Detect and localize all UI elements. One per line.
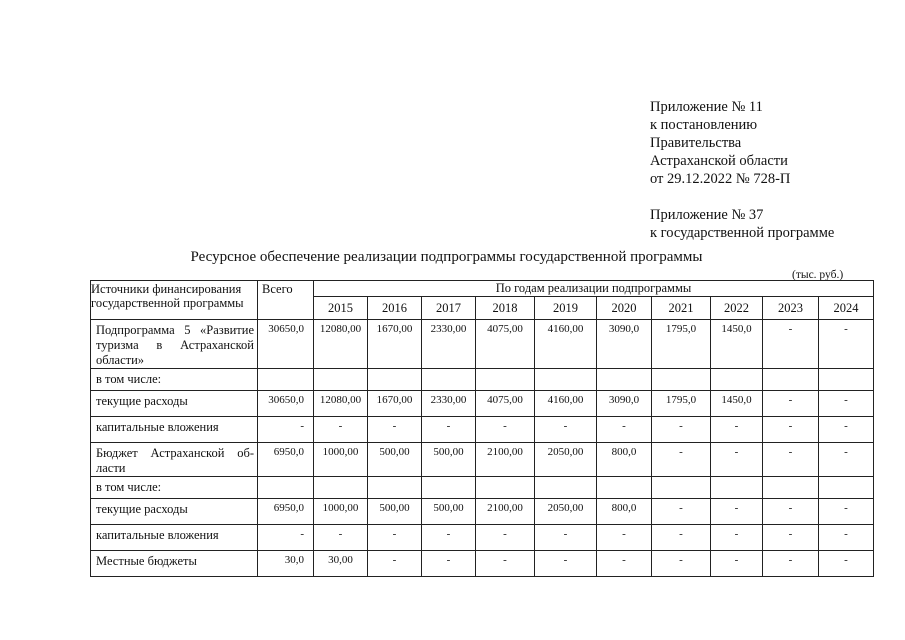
annex-gap [650,188,834,206]
header-year: 2017 [422,297,476,320]
row-label: капитальные вложения [91,525,258,551]
year-value-cell: 1000,00 [314,499,368,525]
year-value-cell: - [763,499,819,525]
year-value-cell: - [763,320,819,369]
year-value-cell: - [368,417,422,443]
annex-line: к государственной программе [650,225,835,241]
year-value-cell: - [314,525,368,551]
table-body [91,320,874,577]
year-value-cell: 4160,00 [535,391,597,417]
year-value-cell: 2330,00 [422,391,476,417]
year-value-cell: - [711,443,763,477]
year-value-cell: 12080,00 [314,320,368,369]
year-value-cell [711,369,763,391]
year-value-cell [535,369,597,391]
year-value-cell: - [476,525,535,551]
year-value-cell [819,369,874,391]
annex-line: Приложение № 11 [650,99,763,115]
funding-table [90,280,874,577]
year-value-cell [597,477,652,499]
year-value-cell: - [368,551,422,577]
row-label: текущие расходы [91,391,258,417]
year-value-cell: 1795,0 [652,320,711,369]
row-label: в том числе: [91,369,258,391]
year-value-cell: - [597,525,652,551]
year-value-cell: - [652,551,711,577]
year-value-cell: 2050,00 [535,443,597,477]
annex-line: Приложение № 37 [650,207,764,223]
year-value-cell: 12080,00 [314,391,368,417]
year-value-cell: - [711,551,763,577]
header-year: 2022 [711,297,763,320]
year-value-cell [763,477,819,499]
year-value-cell: 800,0 [597,499,652,525]
annex-line: Правительства [650,135,742,151]
year-value-cell [368,369,422,391]
year-value-cell [314,477,368,499]
year-value-cell: - [711,499,763,525]
year-value-cell [652,369,711,391]
table-header-row [91,281,874,297]
year-value-cell: 2050,00 [535,499,597,525]
row-total: - [258,417,314,443]
year-value-cell [652,477,711,499]
row-label: Бюджет Астраханской об-ласти [91,443,258,477]
year-value-cell: - [763,391,819,417]
table-row [91,417,874,443]
year-value-cell: 1450,0 [711,320,763,369]
year-value-cell: - [422,525,476,551]
header-year: 2015 [314,297,368,320]
table-row [91,320,874,369]
year-value-cell [368,477,422,499]
year-value-cell: - [652,499,711,525]
row-label: капитальные вложения [91,417,258,443]
year-value-cell: - [819,551,874,577]
year-value-cell: 3090,0 [597,320,652,369]
year-value-cell: - [763,443,819,477]
year-value-cell: - [819,320,874,369]
year-value-cell: 1000,00 [314,443,368,477]
year-value-cell: 2330,00 [422,320,476,369]
annex-line: от 29.12.2022 № 728-П [650,171,791,187]
row-total: 30650,0 [258,320,314,369]
year-value-cell [422,477,476,499]
header-year: 2018 [476,297,535,320]
year-value-cell: - [535,417,597,443]
year-value-cell: 500,00 [422,443,476,477]
table-row [91,477,874,499]
year-value-cell: - [763,525,819,551]
table-row [91,391,874,417]
year-value-cell: 3090,0 [597,391,652,417]
annex-line: Астраханской области [650,153,788,169]
year-value-cell: - [763,551,819,577]
year-value-cell: - [652,525,711,551]
year-value-cell: 1795,0 [652,391,711,417]
year-value-cell: - [819,525,874,551]
row-total: 6950,0 [258,499,314,525]
table-row [91,443,874,477]
year-value-cell: - [819,499,874,525]
year-value-cell: 1450,0 [711,391,763,417]
year-value-cell [763,369,819,391]
header-total: Всего [258,281,314,320]
unit-note: (тыс. руб.) [792,269,844,281]
year-value-cell: - [476,417,535,443]
year-value-cell [476,477,535,499]
year-value-cell: - [422,417,476,443]
row-label: Подпрограмма 5 «Развитие туризма в Астраханской области» [91,320,258,369]
header-year: 2016 [368,297,422,320]
document-title-text: Ресурсное обеспечение реализации подпрограммы государственной программы [190,249,703,265]
row-label: в том числе: [91,477,258,499]
table-row [91,499,874,525]
row-total [258,369,314,391]
year-value-cell [597,369,652,391]
year-value-cell: 4075,00 [476,391,535,417]
year-value-cell: 500,00 [368,443,422,477]
year-value-cell [422,369,476,391]
year-value-cell: - [652,443,711,477]
year-value-cell: 30,00 [314,551,368,577]
year-value-cell: 2100,00 [476,499,535,525]
row-total: - [258,525,314,551]
year-value-cell [314,369,368,391]
header-year: 2020 [597,297,652,320]
year-value-cell: - [314,417,368,443]
year-value-cell: - [368,525,422,551]
year-value-cell: - [597,417,652,443]
year-value-cell: 1670,00 [368,391,422,417]
row-label: Местные бюджеты [91,551,258,577]
table-row [91,369,874,391]
header-source: Источники финансирования государственной программы [91,281,258,320]
header-year: 2023 [763,297,819,320]
header-year: 2021 [652,297,711,320]
row-total: 30650,0 [258,391,314,417]
year-value-cell: - [535,551,597,577]
header-year: 2019 [535,297,597,320]
year-value-cell: - [819,417,874,443]
year-value-cell: 4160,00 [535,320,597,369]
annex-block [650,98,834,242]
year-value-cell: - [535,525,597,551]
row-label: текущие расходы [91,499,258,525]
year-value-cell: - [819,443,874,477]
year-value-cell: - [597,551,652,577]
year-value-cell [476,369,535,391]
table-row [91,551,874,577]
row-total: 6950,0 [258,443,314,477]
row-total [258,477,314,499]
year-value-cell: 500,00 [368,499,422,525]
year-value-cell: - [711,417,763,443]
year-value-cell: 800,0 [597,443,652,477]
row-total: 30,0 [258,551,314,577]
year-value-cell: - [711,525,763,551]
year-value-cell: - [652,417,711,443]
year-value-cell: - [422,551,476,577]
annex-line: к постановлению [650,117,758,133]
year-value-cell: 500,00 [422,499,476,525]
table-row [91,525,874,551]
year-value-cell [819,477,874,499]
year-value-cell [535,477,597,499]
document-title [0,249,905,266]
header-year: 2024 [819,297,874,320]
year-value-cell: 2100,00 [476,443,535,477]
year-value-cell: - [476,551,535,577]
year-value-cell: 1670,00 [368,320,422,369]
year-value-cell: - [763,417,819,443]
year-value-cell: 4075,00 [476,320,535,369]
header-years-group: По годам реализации подпрограммы [314,281,874,297]
year-value-cell [711,477,763,499]
year-value-cell: - [819,391,874,417]
